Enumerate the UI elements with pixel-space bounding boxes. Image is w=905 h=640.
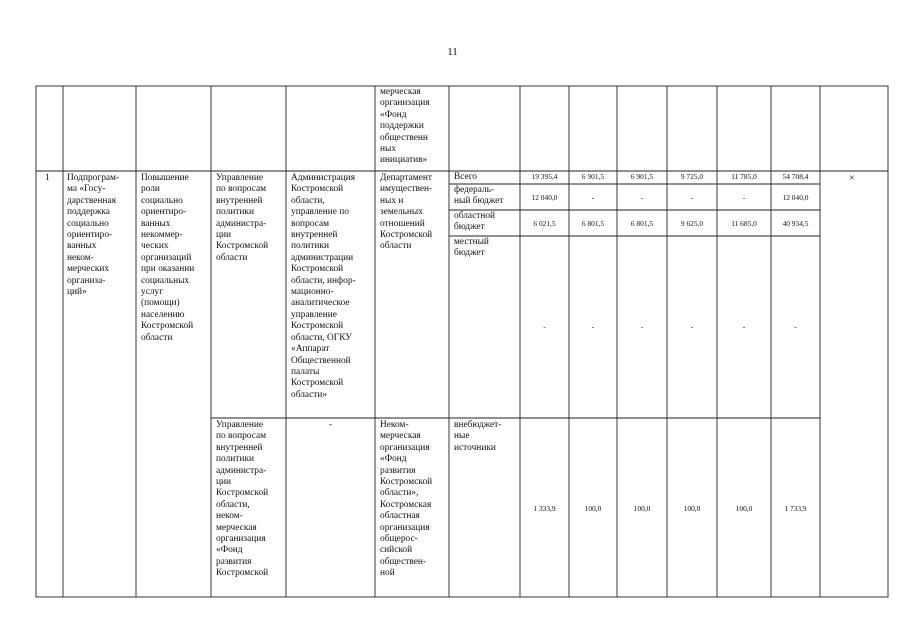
goal-line: населению [141,309,185,320]
customer-line: внутренней [216,442,263,453]
executor-line: области, инфор- [291,275,356,286]
goal-line: Повышение [141,173,189,183]
participant-cell-2 [380,420,447,580]
value-cell: - [640,193,644,202]
customer-line: неком- [216,511,243,522]
value-cell: 12 040,0 [782,193,809,202]
source-label-line: ный бюджет [454,196,504,207]
source-label-line: бюджет [454,222,485,233]
customer-line: ции [216,230,232,241]
goal-line: ванных [141,218,171,229]
value-cell: 100,0 [683,504,701,513]
executor-line: мационно- [291,287,334,298]
customer-line: ции [216,477,232,488]
customer-cell [216,173,284,264]
executor-line: Костромской [291,264,344,275]
value-cell: - [591,322,595,331]
goal-line: социально [141,195,183,206]
executor-line: политики [291,241,329,252]
page-number: 11 [447,46,458,58]
name-line: организа- [67,275,106,286]
top-org-line: организация [380,98,430,109]
top-org-line: ных [380,144,397,155]
goal-line: организаций [141,252,192,263]
value-cell: - [690,322,694,331]
executor-line: Костромской [291,321,344,332]
source-label-line: внебюджет- [454,420,502,430]
executor-line: Администрация [291,173,356,183]
value-cell: 12 040,0 [531,193,558,202]
executor-line: администрации [291,252,354,263]
executor-line: области» [291,389,328,400]
executor-line: палаты [291,366,320,377]
goal-line: при оказании [141,264,195,275]
executor-line: управление по [291,207,349,218]
participant-cell [380,173,447,253]
executor-cell [291,173,373,401]
participant-line: организация [380,442,430,453]
goal-line: некоммер- [141,230,183,241]
name-line: неком- [67,252,94,263]
executor-line: области, ОГКУ [291,332,352,343]
customer-line: по вопросам [216,431,267,442]
value-cell: 100,0 [633,504,651,513]
value-cell: - [742,322,746,331]
value-cell: - [543,322,546,331]
value-cell: - [690,193,694,202]
top-org-line: «Фонд [380,109,407,120]
value-cell: 11 685,0 [731,219,757,228]
top-org-line: инициатив» [380,155,428,166]
top-org-line: общественн [380,132,428,143]
source-label-federal [454,185,518,208]
participant-line: общерос- [380,534,418,545]
value-cell: 1 733,9 [784,504,807,513]
participant-line: Неком- [380,420,409,430]
source-label-total: Всего [454,172,477,182]
customer-line: Управление [216,420,264,430]
executor-line: управление [291,309,337,320]
customer-line: администра- [216,465,267,476]
value-cell: - [794,322,797,331]
top-org-line: мерческая [380,87,421,97]
executor-line: Общественной [291,355,351,366]
executor-line: Костромской [291,184,344,195]
participant-line: мерческая [380,431,421,442]
executor-line: Костромской [291,378,344,389]
executor-line: внутренней [291,230,338,241]
customer-cell-2 [216,420,284,580]
customer-line: по вопросам [216,184,267,195]
source-label-regional [454,211,518,234]
customer-line: политики [216,207,254,218]
participant-line: сийской [380,545,413,556]
name-line: дарственная [67,195,116,206]
customer-line: области [216,252,248,263]
participant-line: земельных [380,207,423,218]
participant-line: Костромской [380,230,433,241]
customer-line: администра- [216,218,267,229]
goal-line: Костромской [141,321,194,332]
result-mark: × [849,173,855,184]
source-label-line: бюджет [454,248,485,259]
name-line: ма «Госу- [67,184,106,195]
source-label-line: источники [454,442,496,453]
value-cell: 19 395,4 [531,172,558,181]
participant-line: организация [380,522,430,533]
value-cell: 6 901,5 [630,172,654,181]
value-cell: - [591,193,595,202]
participant-line: имуществен- [380,184,433,195]
value-cell: 40 934,5 [782,219,809,228]
customer-line: «Фонд [216,545,243,556]
source-label-line: ные [454,431,470,442]
participant-line: области [380,241,412,252]
value-cell: 11 785,0 [731,172,757,181]
customer-line: внутренней [216,195,263,206]
customer-line: политики [216,454,254,465]
participant-line: ных и [380,195,404,206]
participant-line: ной [380,568,395,579]
participant-line: развития [380,465,416,476]
participant-line: «Фонд [380,454,407,465]
value-cell: - [640,322,644,331]
goal-line: области [141,332,173,343]
row-index: 1 [45,173,50,183]
customer-line: Костромской [216,488,269,499]
customer-line: Костромской [216,241,269,252]
goal-line: роли [141,184,160,195]
executor-line: «Аппарат [291,344,330,355]
customer-line: Костромской [216,568,269,579]
top-org-cell [380,87,448,167]
executor-line: аналитическое [291,298,350,309]
value-cell: 100,0 [584,504,602,513]
goal-line: ориентиро- [141,207,187,218]
value-cell: 54 708,4 [782,172,809,181]
source-label-line: местный [454,237,489,247]
participant-line: Костромской [380,477,433,488]
value-cell: 6 801,5 [581,219,605,228]
value-cell: 9 725,0 [680,172,704,181]
subprogram-name-cell [67,173,134,298]
participant-line: отношений [380,218,425,229]
name-line: мерческих [67,264,110,275]
participant-line: Костромская [380,499,432,510]
goal-cell [141,173,209,344]
customer-line: организация [216,534,266,545]
value-cell: 1 333,9 [533,504,556,513]
customer-line: мерческая [216,522,257,533]
participant-line: Департамент [380,173,432,183]
value-cell: - [742,193,746,202]
source-label-line: федераль- [454,185,495,195]
participant-line: области», [380,488,419,499]
source-label-offbudget [454,420,518,454]
name-line: поддержка [67,207,110,218]
name-line: ванных [67,241,97,252]
source-label-local [454,237,518,260]
value-cell: 6 901,5 [581,172,605,181]
customer-line: Управление [216,173,264,183]
goal-line: социальных [141,275,190,286]
participant-line: областная [380,511,420,522]
customer-line: области, [216,499,250,510]
value-cell: 6 801,5 [630,219,654,228]
top-org-line: поддержки [380,121,424,132]
value-cell: 9 625,0 [680,219,704,228]
source-label-line: областной [454,211,496,221]
customer-line: развития [216,556,252,567]
name-line: ориентиро- [67,230,113,241]
goal-line: услуг [141,287,164,298]
executor-line: области, [291,195,325,206]
value-cell: 100,0 [735,504,753,513]
executor-cell-2: - [328,420,333,430]
participant-line: обществен- [380,556,427,567]
name-line: ций» [67,287,87,298]
value-cell: 6 021,5 [533,219,556,228]
goal-line: ческих [141,241,169,252]
goal-line: (помощи) [141,298,180,309]
executor-line: вопросам [291,218,330,229]
name-line: Подпрограм- [67,173,120,183]
name-line: социально [67,218,109,229]
